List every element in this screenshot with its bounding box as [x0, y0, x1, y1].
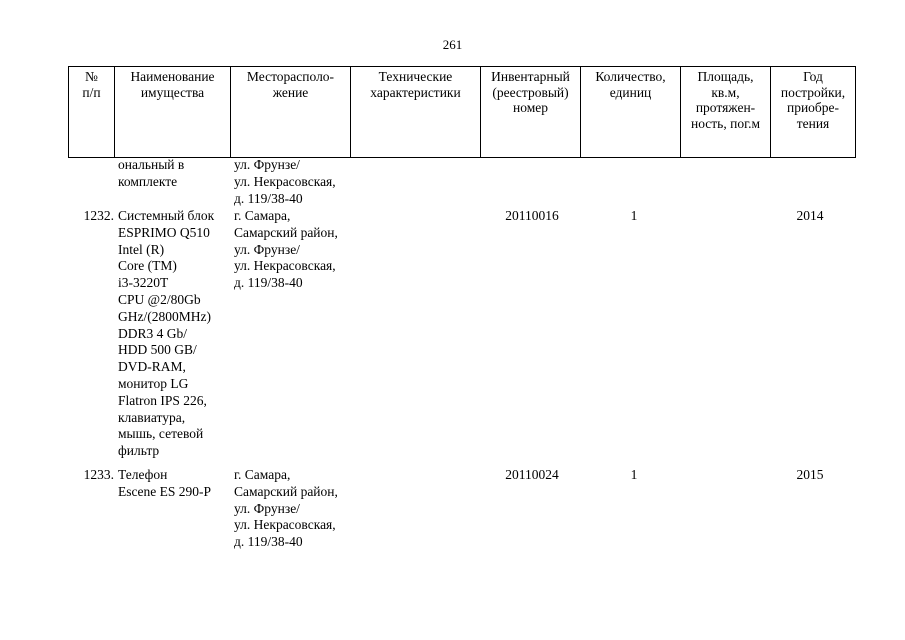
row-year: 2014 [796, 208, 824, 223]
table-header [68, 66, 856, 158]
row-name: Системный блок ESPRIMO Q510 Intel (R) Core (TM) i3-3220T CPU @2/80Gb GHz/(2800MHz) DDR3 4 Gb/ HDD 500 GB/ DVD-RAM, монитор LG Flatron IPS 226, клавиатура, мышь, сетевой фильтр [118, 208, 215, 459]
row-quantity: 1 [630, 467, 638, 482]
page-number: 261 [442, 37, 463, 52]
row-number: 1232. [83, 208, 114, 223]
row-location: г. Самара, Самарский район, ул. Фрунзе/ ул. Некрасовская, д. 119/38-40 [234, 208, 338, 291]
header-inventory: Инвентарный (реестровый) номер [481, 67, 581, 158]
header-location: Месторасполо- жение [231, 67, 351, 158]
header-name: Наименование имущества [115, 67, 231, 158]
continuation-location: ул. Фрунзе/ ул. Некрасовская, д. 119/38-40 [234, 157, 336, 206]
row-name: Телефон Escene ES 290-P [118, 467, 211, 499]
row-inventory: 20110016 [505, 208, 559, 223]
header-quantity: Количество, единиц [581, 67, 681, 158]
header-area: Площадь, кв.м, протяжен- ность, пог.м [681, 67, 771, 158]
header-row [69, 67, 856, 158]
continuation-name: ональный в комплекте [118, 157, 185, 189]
row-location: г. Самара, Самарский район, ул. Фрунзе/ ул. Некрасовская, д. 119/38-40 [234, 467, 338, 550]
row-year: 2015 [796, 467, 824, 482]
header-year: Год постройки, приобре- тения [771, 67, 856, 158]
row-quantity: 1 [630, 208, 638, 223]
row-inventory: 20110024 [505, 467, 559, 482]
header-num: № п/п [69, 67, 115, 158]
header-tech: Технические характеристики [351, 67, 481, 158]
row-number: 1233. [83, 467, 114, 482]
